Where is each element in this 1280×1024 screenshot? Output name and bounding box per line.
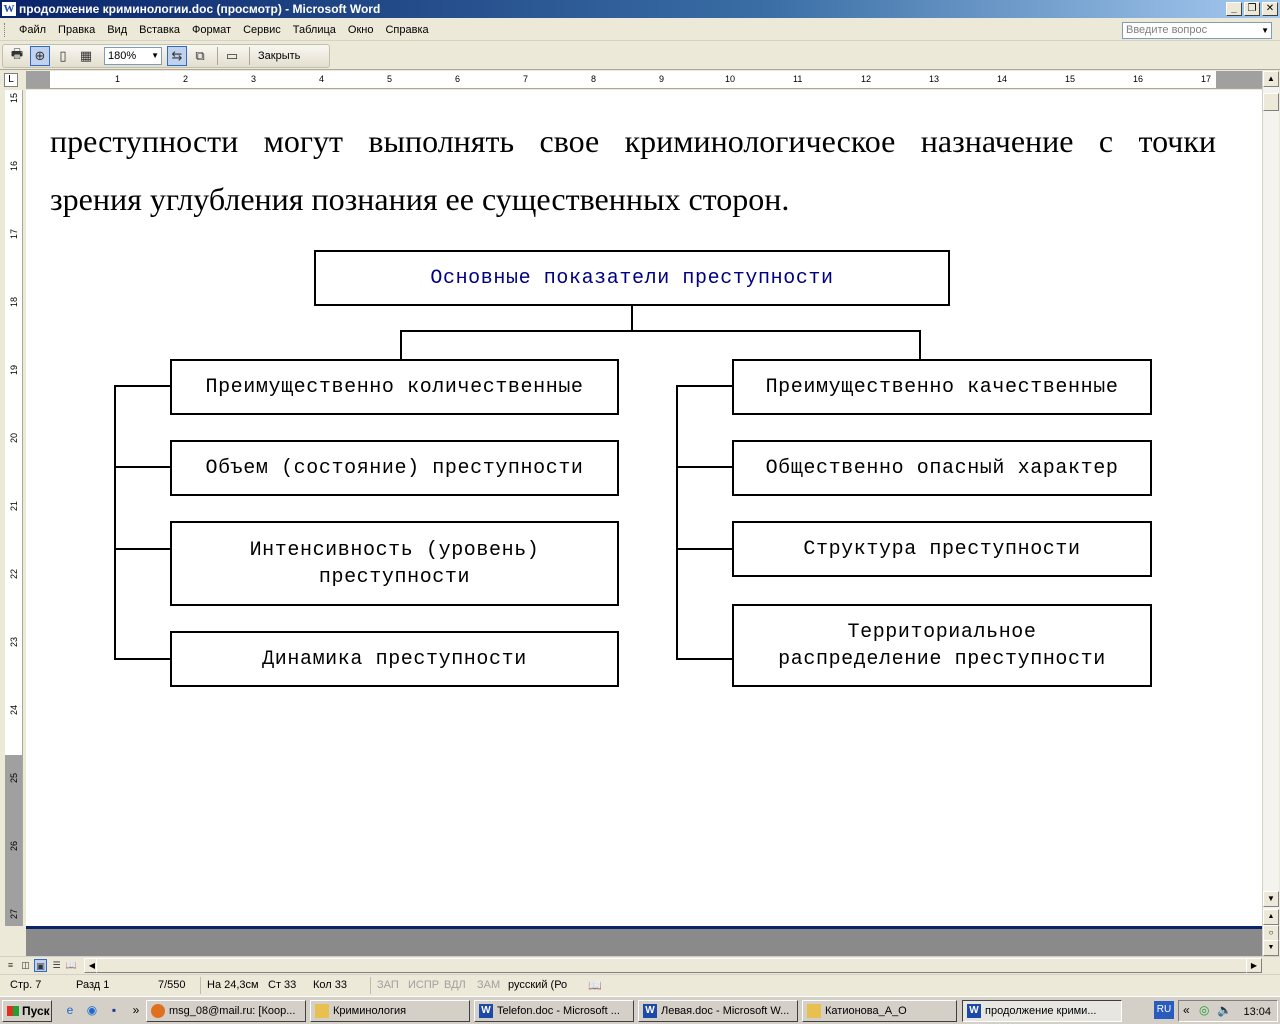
- ruler-number: 5: [387, 74, 393, 84]
- firefox-icon: [151, 1004, 165, 1018]
- menu-tools[interactable]: Сервис: [243, 23, 281, 36]
- ruler-number: 11: [793, 74, 803, 84]
- connector-line: [114, 466, 171, 468]
- ask-question-placeholder: Введите вопрос: [1126, 24, 1208, 36]
- taskbar-item[interactable]: [146, 1000, 306, 1022]
- menu-window[interactable]: Окно: [347, 23, 374, 36]
- zoom-select[interactable]: [104, 47, 162, 65]
- minimize-button[interactable]: _: [1226, 2, 1242, 16]
- taskbar-item[interactable]: [310, 1000, 470, 1022]
- start-label: Пуск: [22, 1004, 50, 1018]
- menu-grip[interactable]: [4, 23, 8, 37]
- title-bar: [0, 0, 1280, 18]
- body-text-line: зрения углубления познания ее существенных сторон.: [50, 181, 790, 217]
- reading-view-icon[interactable]: 📖: [65, 960, 78, 970]
- close-button[interactable]: ✕: [1262, 2, 1278, 16]
- ruler-number: 19: [9, 364, 20, 376]
- ruler-number: 9: [659, 74, 665, 84]
- status-bar: [0, 974, 1280, 996]
- web-view-icon[interactable]: ◫: [21, 960, 30, 970]
- close-preview-button[interactable]: Закрыть: [258, 50, 301, 62]
- multiple-pages-icon[interactable]: ▦: [79, 48, 93, 63]
- taskbar-item-active[interactable]: [962, 1000, 1122, 1022]
- ruler-number: 4: [319, 74, 325, 84]
- internet-explorer-icon[interactable]: e: [66, 1003, 74, 1017]
- connector-line: [919, 330, 921, 360]
- ruler-number: 1: [115, 74, 121, 84]
- spelling-status-icon[interactable]: 📖: [588, 980, 602, 992]
- toolbar-separator: [249, 47, 250, 65]
- ruler-number: 27: [9, 908, 20, 920]
- connector-line: [676, 385, 733, 387]
- ruler-number: 3: [251, 74, 257, 84]
- connector-line: [676, 548, 733, 550]
- taskbar: [0, 996, 1280, 1024]
- status-language[interactable]: русский (Ро: [508, 979, 568, 991]
- ruler-number: 14: [997, 74, 1008, 84]
- ask-question-input[interactable]: [1122, 22, 1272, 39]
- document-page[interactable]: [26, 90, 1262, 926]
- chevron-right-icon[interactable]: »: [132, 1003, 140, 1017]
- horizontal-ruler[interactable]: [26, 71, 1262, 89]
- vertical-ruler[interactable]: [5, 90, 23, 926]
- body-text-line: преступности могут выполнять свое криминологическое назначение с точки: [50, 123, 1216, 159]
- tab-selector[interactable]: L: [4, 73, 18, 87]
- status-position: На 24,3см: [207, 979, 259, 991]
- diagram-right-box: Общественно опасный характер: [732, 440, 1152, 496]
- full-screen-icon[interactable]: ▭: [225, 48, 239, 63]
- view-ruler-icon[interactable]: ⇆: [167, 46, 187, 66]
- ruler-margin-right: [1216, 71, 1262, 89]
- preview-toolbar: [0, 42, 1280, 70]
- ruler-number: 12: [861, 74, 872, 84]
- ruler-number: 13: [929, 74, 940, 84]
- menu-table[interactable]: Таблица: [292, 23, 336, 36]
- ruler-number: 8: [591, 74, 597, 84]
- word-icon: W: [479, 1004, 493, 1018]
- ruler-number: 26: [9, 840, 20, 852]
- one-page-icon[interactable]: ▯: [59, 48, 67, 63]
- ruler-number: 23: [9, 636, 20, 648]
- ruler-number: 6: [455, 74, 461, 84]
- scroll-thumb[interactable]: [1263, 93, 1279, 111]
- ruler-margin-left: [26, 71, 50, 89]
- browser-icon[interactable]: ◉: [86, 1003, 98, 1017]
- connector-line: [114, 385, 171, 387]
- scroll-down-icon[interactable]: ▼: [1263, 891, 1279, 907]
- scroll-thumb[interactable]: [96, 958, 1256, 973]
- menu-file[interactable]: Файл: [19, 23, 47, 36]
- status-page: Стр. 7: [10, 979, 42, 991]
- normal-view-icon[interactable]: ≡: [7, 960, 14, 970]
- taskbar-item-label: msg_08@mail.ru: [Коор...: [169, 1005, 296, 1017]
- system-tray: [1178, 1000, 1278, 1022]
- scroll-right-icon[interactable]: ▶: [1246, 958, 1262, 973]
- ruler-number: 25: [9, 772, 20, 784]
- save-icon[interactable]: ▪: [111, 1003, 117, 1017]
- scroll-left-icon[interactable]: ◀: [84, 958, 100, 973]
- ruler-number: 17: [1201, 74, 1212, 84]
- horizontal-scroll-row: [0, 956, 1280, 973]
- status-trk[interactable]: ИСПР: [408, 979, 440, 991]
- status-section: Разд 1: [76, 979, 110, 991]
- word-icon: W: [3, 3, 15, 15]
- ruler-number: 7: [523, 74, 529, 84]
- taskbar-item[interactable]: [474, 1000, 634, 1022]
- ruler-number: 21: [9, 500, 20, 512]
- word-icon: W: [967, 1004, 981, 1018]
- speaker-icon[interactable]: 🔈: [1217, 1003, 1232, 1017]
- print-layout-icon[interactable]: ▣: [34, 959, 47, 972]
- select-browse-object-icon[interactable]: ○: [1263, 925, 1279, 941]
- connector-line: [676, 385, 678, 660]
- taskbar-item-label: продолжение крими...: [985, 1005, 1097, 1017]
- next-page-icon[interactable]: ▼: [1263, 940, 1279, 956]
- network-icon[interactable]: ◎: [1199, 1003, 1210, 1017]
- connector-line: [114, 658, 171, 660]
- window-title: продолжение криминологии.doc (просмотр) - Microsoft Word: [19, 2, 381, 16]
- ruler-number: 16: [9, 160, 20, 172]
- language-indicator[interactable]: RU: [1154, 1001, 1174, 1019]
- diagram-left-box: Динамика преступности: [170, 631, 619, 687]
- previous-page-icon[interactable]: ▲: [1263, 909, 1279, 925]
- scroll-up-icon[interactable]: ▲: [1263, 71, 1279, 87]
- connector-line: [400, 330, 921, 332]
- menu-view[interactable]: Вид: [107, 23, 128, 36]
- zoom-value: 180%: [108, 50, 137, 62]
- diagram-left-box: Объем (состояние) преступности: [170, 440, 619, 496]
- connector-line: [676, 658, 733, 660]
- status-rec[interactable]: ЗАП: [377, 979, 399, 991]
- page-boundary: [26, 926, 1262, 956]
- chevron-down-icon: ▼: [151, 51, 159, 60]
- connector-line: [676, 466, 733, 468]
- clock: 13:04: [1243, 1006, 1271, 1018]
- ruler-number: 15: [1065, 74, 1076, 84]
- ruler-number: 17: [9, 228, 20, 240]
- word-icon: W: [643, 1004, 657, 1018]
- vertical-scrollbar[interactable]: [1262, 71, 1279, 956]
- menu-bar: [0, 19, 1280, 41]
- ruler-number: 20: [9, 432, 20, 444]
- status-ovr[interactable]: ЗАМ: [477, 979, 501, 991]
- menu-insert[interactable]: Вставка: [139, 23, 181, 36]
- diagram-right-box: Структура преступности: [732, 521, 1152, 577]
- taskbar-item-label: Катионова_А_О: [825, 1005, 907, 1017]
- diagram-right-box: Преимущественно качественные: [732, 359, 1152, 415]
- status-separator: [370, 977, 371, 994]
- toolbar-separator: [217, 47, 218, 65]
- taskbar-item[interactable]: [638, 1000, 798, 1022]
- diagram-right-box: Территориальное распределение преступности: [732, 604, 1152, 687]
- connector-line: [400, 330, 402, 360]
- diagram-left-box: Интенсивность (уровень) преступности: [170, 521, 619, 606]
- outline-view-icon[interactable]: ☰: [52, 960, 61, 970]
- ruler-number: 15: [9, 92, 20, 104]
- ruler-number: 2: [183, 74, 189, 84]
- restore-button[interactable]: ❐: [1244, 2, 1260, 16]
- print-icon[interactable]: 🖶: [10, 46, 24, 61]
- chevron-left-icon[interactable]: «: [1183, 1003, 1190, 1017]
- windows-logo-icon: [7, 1006, 19, 1016]
- status-pages: 7/550: [158, 979, 186, 991]
- menu-format[interactable]: Формат: [192, 23, 232, 36]
- connector-line: [114, 385, 116, 660]
- status-ext[interactable]: ВДЛ: [444, 979, 466, 991]
- taskbar-item-label: Криминология: [333, 1005, 407, 1017]
- diagram-left-box: Преимущественно количественные: [170, 359, 619, 415]
- folder-icon: [807, 1004, 821, 1018]
- menu-help[interactable]: Справка: [385, 23, 429, 36]
- magnifier-icon[interactable]: ⊕: [30, 46, 50, 66]
- status-column: Кол 33: [313, 979, 347, 991]
- connector-line: [631, 306, 633, 331]
- diagram-root-box: Основные показатели преступности: [314, 250, 950, 306]
- shrink-to-fit-icon[interactable]: ⧉: [195, 48, 205, 63]
- taskbar-item[interactable]: [802, 1000, 957, 1022]
- folder-icon: [315, 1004, 329, 1018]
- menu-edit[interactable]: Правка: [58, 23, 96, 36]
- connector-line: [114, 548, 171, 550]
- taskbar-item-label: Telefon.doc - Microsoft ...: [497, 1005, 620, 1017]
- ruler-number: 10: [725, 74, 736, 84]
- status-line: Ст 33: [268, 979, 297, 991]
- ruler-number: 24: [9, 704, 20, 716]
- chevron-down-icon: ▼: [1261, 26, 1269, 35]
- ruler-number: 16: [1133, 74, 1144, 84]
- ruler-number: 22: [9, 568, 20, 580]
- start-button[interactable]: [2, 1000, 52, 1022]
- status-separator: [200, 977, 201, 994]
- horizontal-scrollbar[interactable]: [84, 958, 1262, 973]
- taskbar-item-label: Левая.doc - Microsoft W...: [661, 1005, 790, 1017]
- ruler-number: 18: [9, 296, 20, 308]
